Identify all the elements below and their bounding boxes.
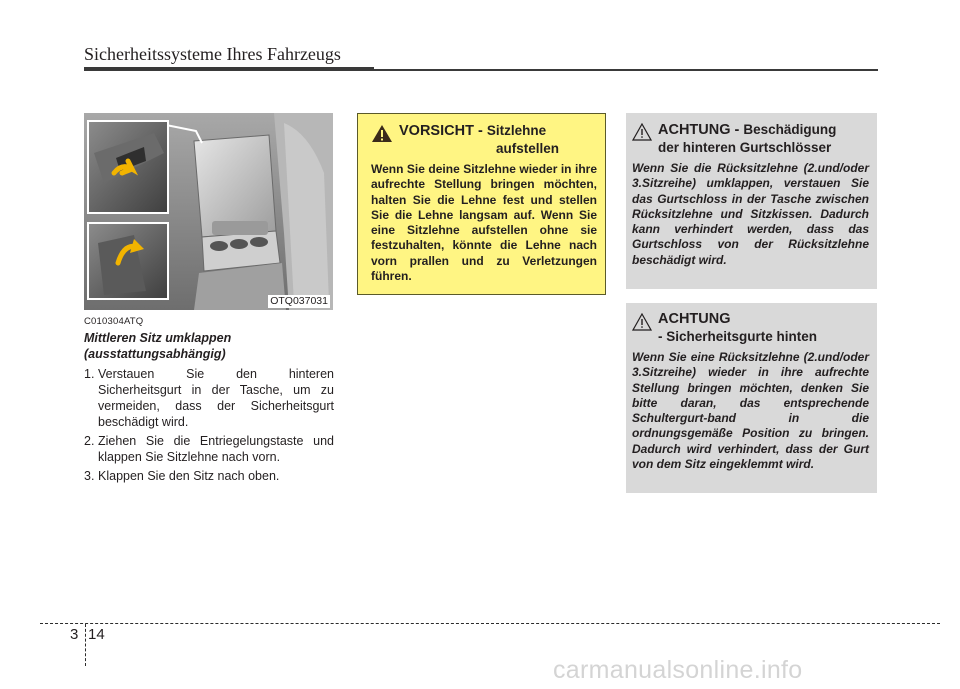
- header-rule: [84, 67, 374, 71]
- watermark: carmanualsonline.info: [553, 656, 803, 684]
- caution-heading: [371, 122, 597, 158]
- step-text: Ziehen Sie die Entriegelungstaste und klappen Sie Sitzlehne nach vorn.: [98, 434, 334, 464]
- header-rule-thin: [374, 69, 878, 71]
- figure-code: OTQ037031: [270, 295, 328, 307]
- step-item: [84, 433, 334, 465]
- notice-box-belts: [626, 303, 877, 493]
- step-text: Klappen Sie den Sitz nach oben.: [98, 469, 280, 483]
- step-number: 2.: [84, 434, 95, 448]
- warning-triangle-outline-icon: [632, 123, 652, 146]
- notice-body: Wenn Sie die Rücksitzlehne (2.und/oder 3.Sitzreihe) umklappen, verstauen Sie das Gurtschloss in der Tasche zwischen Rücksitzlehne und Sitzkissen. Dadurch kann verhindert werden, dass das Gurtschloss von der Rücksitzlehne beschädigt wird.: [632, 161, 869, 267]
- caution-label: VORSICHT -: [399, 123, 483, 139]
- notice-body: Wenn Sie eine Rücksitzlehne (2.und/oder 3.Sitzreihe) wieder in ihre aufrechte Stellung bringen möchten, denken Sie bitte daran, das entsprechende Schultergurt-band in die ordnungsgemäße Position zu bringen. Dadurch wird verhindert, dass der Gurt von dem Sitz eingeklemmt wird.: [632, 350, 869, 472]
- notice-subtitle: - Sicherheitsgurte hinten: [658, 329, 818, 344]
- notice-box-buckles: [626, 113, 877, 289]
- section-code: C010304ATQ: [84, 316, 144, 327]
- footer-rule: [40, 623, 940, 624]
- warning-triangle-icon: [371, 124, 393, 148]
- page-header-title: Sicherheitssysteme Ihres Fahrzeugs: [84, 44, 341, 64]
- caution-box: [357, 113, 606, 295]
- step-text: Verstauen Sie den hinteren Sicherheitsgurt in der Tasche, um zu vermeiden, dass der Sicherheitsgurt beschädigt wird.: [98, 367, 334, 429]
- caution-subtitle-line1: Sitzlehne: [486, 123, 547, 138]
- notice-heading: [632, 121, 869, 157]
- section-title: Mittleren Sitz umklappen (ausstattungsabhängig): [84, 331, 232, 361]
- step-item: [84, 366, 334, 430]
- steps-list: [84, 366, 334, 487]
- warning-triangle-outline-icon: [632, 313, 652, 336]
- caution-body: Wenn Sie deine Sitzlehne wieder in ihre aufrechte Stellung bringen möchten, halten Sie die Lehne fest und stellen Sie die Lehne langsam auf. Wenn Sie eine Sitzlehne aufstellen ohne sie festzuhalten, könnte die Lehne nach vorn prallen und zu Verletzungen führen.: [371, 162, 597, 284]
- seat-illustration: [84, 113, 333, 310]
- step-number: 3.: [84, 469, 95, 483]
- step-number: 1.: [84, 367, 95, 381]
- step-item: [84, 468, 334, 484]
- seat-photo: [84, 113, 333, 310]
- caution-subtitle-line2: aufstellen: [496, 141, 560, 156]
- page-number: 14: [88, 626, 105, 643]
- notice-subtitle-line1: Beschädigung: [743, 122, 837, 137]
- notice-label: ACHTUNG -: [658, 122, 740, 138]
- footer-divider: [85, 624, 86, 666]
- notice-subtitle-line2: der hinteren Gurtschlösser: [658, 140, 832, 155]
- notice-heading: [632, 311, 869, 346]
- chapter-number: 3: [70, 626, 79, 643]
- notice-label: ACHTUNG: [658, 311, 731, 327]
